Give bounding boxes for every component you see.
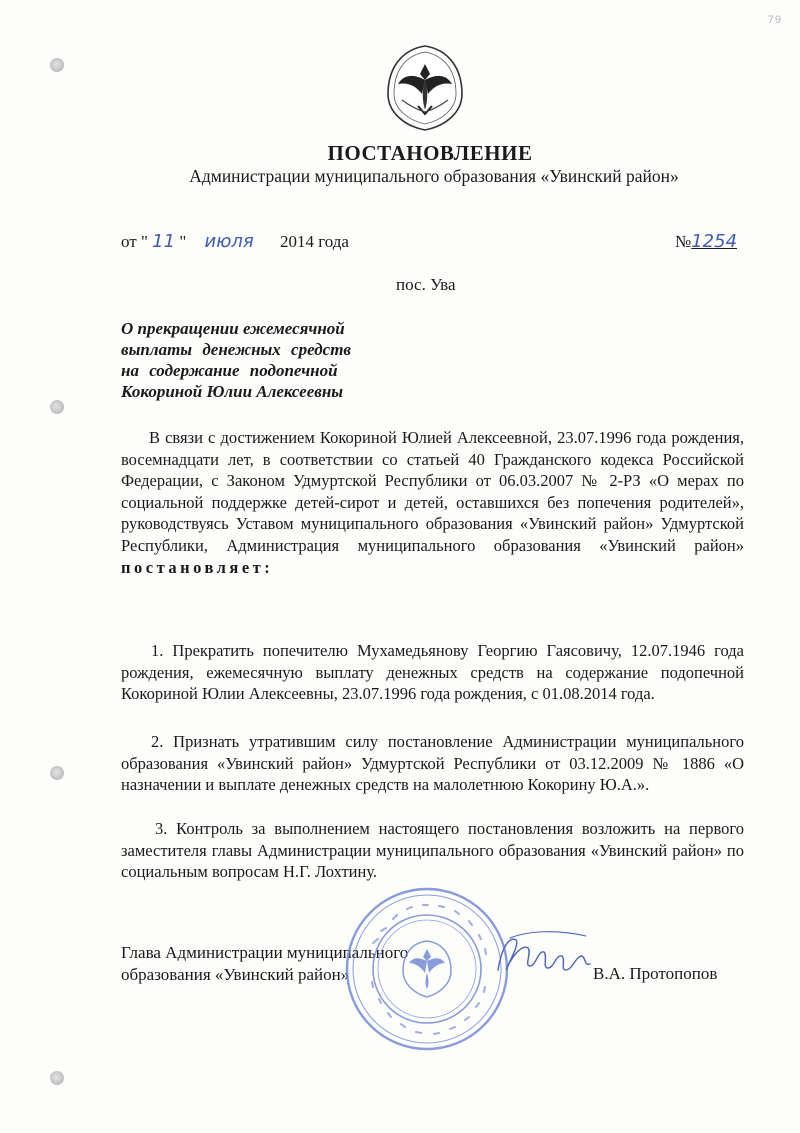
subject-line: выплаты денежных средств xyxy=(121,340,352,359)
subject-line: на содержание подопечной xyxy=(121,361,338,380)
punch-hole xyxy=(50,766,64,780)
date-mid: " xyxy=(179,232,187,251)
punch-hole xyxy=(50,58,64,72)
punch-hole xyxy=(50,400,64,414)
number-prefix: № xyxy=(675,232,692,251)
subject-line: Кокориной Юлии Алексеевны xyxy=(121,382,344,401)
number-value: 1254 xyxy=(691,231,738,252)
resolution-item-1: 1. Прекратить попечителю Мухамедьянову Георгию Гаясовичу, 12.07.1946 года рождения, ежемесячную выплату денежных средств на содержание подопечной Кокориной Юлии Алексеевны, 23.07.1996 года рождения, с 01.08.2014 года. xyxy=(121,641,744,704)
resolution-item-2: 2. Признать утратившим силу постановление Администрации муниципального образования «Увинский район» Удмуртской Республики от 03.12.2009 № 1886 «О назначении и выплате денежных средств на малолетнюю Кокорину Ю.А.». xyxy=(121,732,744,795)
date-month: июля xyxy=(204,231,254,252)
date-day: 11 xyxy=(152,231,176,252)
date-prefix: от " xyxy=(121,232,148,251)
subject-line: О прекращении ежемесячной xyxy=(121,319,345,338)
document-number xyxy=(675,231,737,252)
date-year: 2014 года xyxy=(279,232,349,251)
page-corner-mark: 79 xyxy=(767,14,782,26)
document-date xyxy=(121,231,349,252)
signatory-name: В.А. Протопопов xyxy=(593,964,718,983)
punch-hole xyxy=(50,1071,64,1085)
position-line: образования «Увинский район» xyxy=(121,965,350,984)
coat-of-arms-emblem xyxy=(384,44,466,132)
issuer-subtitle: Администрации муниципального образования «Увинский район» xyxy=(189,166,679,186)
document-subject xyxy=(121,318,391,402)
resolve-word: постановляет: xyxy=(121,557,274,577)
document-title: ПОСТАНОВЛЕНИЕ xyxy=(327,141,533,165)
official-seal-stamp xyxy=(343,883,511,1055)
handwritten-signature xyxy=(490,926,595,986)
resolution-item-3: 3. Контроль за выполнением настоящего постановления возложить на первого заместителя главы Администрации муниципального образования «Увинский район» по социальным вопросам Н.Г. Лохтину. xyxy=(121,819,744,882)
preamble-paragraph xyxy=(121,427,744,578)
preamble-text: В связи с достижением Кокориной Юлией Алексеевной, 23.07.1996 года рождения, восемнадцати лет, в соответствии со статьей 40 Гражданского кодекса Российской Федерации, с Законом Удмуртской Республики от 06.03.2007 № 2-РЗ «О мерах по социальной поддержке детей-сирот и детей, оставшихся без попечения родителей», руководствуясь Уставом муниципального образования «Увинский район» Удмуртской Республики, Администрация муниципального образования «Увинский район» xyxy=(121,428,744,555)
document-place: пос. Ува xyxy=(396,275,456,294)
position-line: Глава Администрации муниципального xyxy=(121,943,409,962)
